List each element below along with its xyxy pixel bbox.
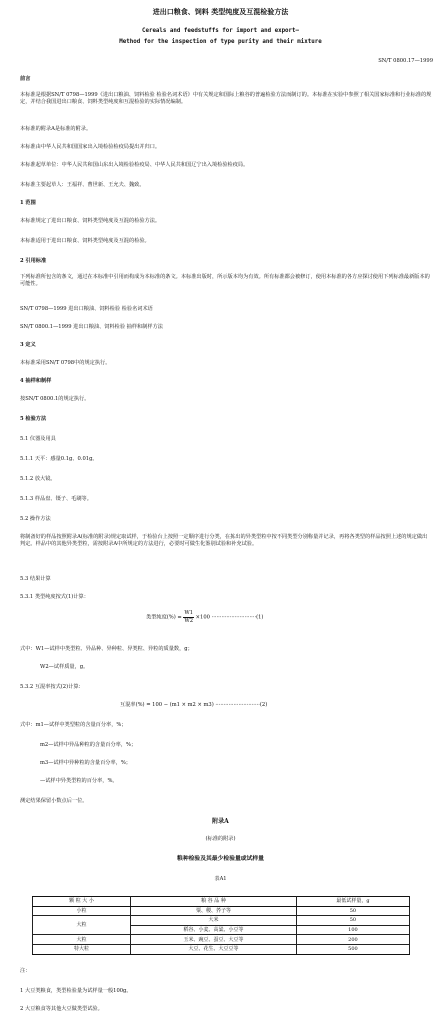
foreword-paragraph-2: 本标准的附录A是标准的附录。 (20, 126, 92, 132)
item-5-1-3: 5.1.3 样品盘、镊子、毛刷等。 (20, 496, 92, 502)
section-1-paragraph-1: 本标准规定了进出口粮食、饲料类型纯度及互混的检验方法。 (20, 218, 161, 224)
section-4-heading: 4 抽样和制样 (20, 378, 52, 384)
section-5-heading: 5 检验方法 (20, 416, 47, 422)
document-title-en-line2: Method for the inspection of type purity and their mixture (119, 39, 322, 45)
table-header-cell: 颗 粒 大 小 (33, 897, 131, 907)
section-5-2-paragraph: 将制备好的样品按照附录A(标准的附录)规定取试样，于检验台上按照一定顺序进行分类，在拣出的异类型粒中按不同类型分别称量并记录，再将各类型的样品按照上述的规定做出判定。样品中的其他异类型粒，需按附录A中所规定的方法进行，必要时可做生化鉴别试验和补充试验。 (20, 534, 428, 547)
section-5-1-heading: 5.1 仪器及用具 (20, 436, 56, 442)
foreword-paragraph-1: 本标准是根据SN/T 0798—1999《进出口粮油、饲料检验 检验名词术语》中有关规定和国际上粮谷的普遍检验方法而制订的。本标准在实验中参照了相关国家标准和行业标准的规定，并结合我国进出口粮食、饲料类型纯度和互混检验的实际情况编制。 (20, 92, 432, 105)
table-cell: 50 (296, 906, 409, 916)
formula-2-where-4: —试样中异类型粒的百分率，%。 (40, 778, 118, 784)
formula-2-where-3: m3—试样中异种粒的含量百分率，%； (40, 760, 131, 766)
table-cell: 玉米、豌豆、蚕豆、大豆等 (131, 935, 297, 945)
formula-1-where-1: 式中：W1—试样中类型粒、异品种、异种粒、异类粒、异粒的质量数，g； (20, 646, 193, 652)
formula-1-fraction (183, 610, 194, 624)
section-5-3-2-heading: 5.3.2 互混率按式(2)计算： (20, 684, 84, 690)
foreword-paragraph-4: 本标准起草单位：中华人民共和国山东出入境检验检疫局、中华人民共和国辽宁出入境检验检疫局。 (20, 162, 249, 168)
appendix-title: 附录A (212, 818, 229, 825)
table-cell: 大粒 (33, 916, 131, 935)
section-4-paragraph: 按SN/T 0800.1的规定执行。 (20, 396, 90, 402)
section-3-paragraph: 本标准采用SN/T 0798中的规定执行。 (20, 360, 111, 366)
appendix-subtitle: (标准的附录) (205, 836, 236, 842)
table-row (33, 944, 410, 954)
formula-1-rhs: ×100 ···························(1) (195, 614, 264, 621)
foreword-heading: 前言 (20, 76, 31, 82)
item-5-1-1: 5.1.1 天平：感量0.1g、0.01g。 (20, 456, 98, 462)
document-title: 进出口粮食、饲料 类型纯度及互混检验方法 (152, 7, 289, 16)
sample-size-table (32, 896, 410, 955)
table-cell: 稻谷、小麦、高粱、小豆等 (131, 925, 297, 935)
note-1: 1 大豆类粮食，类型检验量为试样量一般100g。 (20, 988, 132, 994)
table-cell: 500 (296, 944, 409, 954)
table-title: 表A1 (214, 876, 227, 882)
table-row (33, 935, 410, 945)
result-precision-note: 测定结果保留小数点后一位。 (20, 798, 88, 804)
formula-2-where-2: m2—试样中异品种粒的含量百分率，%； (40, 742, 137, 748)
section-2-heading: 2 引用标准 (20, 258, 47, 264)
reference-1: SN/T 0798—1999 进出口粮油、饲料检验 检验名词术语 (20, 306, 153, 312)
formula-1-numerator: W1 (184, 610, 194, 616)
table-cell: 大粒 (33, 935, 131, 945)
formula-2: 互混率(%) = 100 − (m1 × m2 × m3) ···························(2) (120, 702, 268, 708)
section-3-heading: 3 定义 (20, 342, 36, 348)
table-cell: 200 (296, 935, 409, 945)
formula-2-where-1: 式中：m1—试样中类型粒的含量百分率，%； (20, 722, 127, 728)
table-cell: 大米 (131, 916, 297, 926)
reference-2: SN/T 0800.1—1999 进出口粮油、饲料检验 抽样和制样方法 (20, 324, 163, 330)
table-cell: 小粒 (33, 906, 131, 916)
formula-1-where-2: W2—试样质量，g。 (40, 664, 89, 670)
item-5-1-2: 5.1.2 放大镜。 (20, 476, 56, 482)
table-row (33, 906, 410, 916)
foreword-paragraph-3: 本标准由中华人民共和国国家出入境检验检疫局提出并归口。 (20, 144, 161, 150)
document-title-en-line1: Cereals and feedstuffs for import and export— (141, 28, 300, 34)
section-1-paragraph-2: 本标准适用于进出口粮食、饲料类型纯度及互混的检验。 (20, 238, 150, 244)
table-cell: 粟、稷、荞子等 (131, 906, 297, 916)
section-5-3-heading: 5.3 结果计算 (20, 576, 51, 582)
note-2: 2 大豆粮食等其他大豆做类型试验。 (20, 1006, 103, 1012)
formula-1-denominator: W2 (184, 617, 194, 624)
table-header-cell: 最低试样量，g (296, 897, 409, 907)
table-header-row (33, 897, 410, 907)
section-2-paragraph: 下列标准所包含的条文，通过在本标准中引用而构成为本标准的条文。本标准出版时，所示版本均为有效。所有标准都会被修订，使用本标准的各方应探讨使用下列标准最新版本的可能性。 (20, 274, 430, 287)
table-cell: 100 (296, 925, 409, 935)
table-header-cell: 粮 谷 品 种 (131, 897, 297, 907)
table-row (33, 916, 410, 926)
table-cell: 特大粒 (33, 944, 131, 954)
note-heading: 注： (20, 968, 31, 974)
table-cell: 50 (296, 916, 409, 926)
appendix-name: 粮种检验及其最少检验量或试样量 (177, 856, 264, 862)
section-5-3-1-heading: 5.3.1 类型纯度按式(1)计算： (20, 594, 89, 600)
table-cell: 大豆、花生、大豆豆等 (131, 944, 297, 954)
formula-1-lhs: 类型纯度(%) = (146, 614, 184, 621)
section-5-2-heading: 5.2 操作方法 (20, 516, 51, 522)
formula-1 (146, 610, 263, 624)
section-1-heading: 1 范围 (20, 200, 36, 206)
foreword-paragraph-5: 本标准主要起草人：王福祥、曹世新、王允夫、魏致。 (20, 182, 145, 188)
standard-number: SN/T 0800.17—1999 (378, 58, 433, 64)
